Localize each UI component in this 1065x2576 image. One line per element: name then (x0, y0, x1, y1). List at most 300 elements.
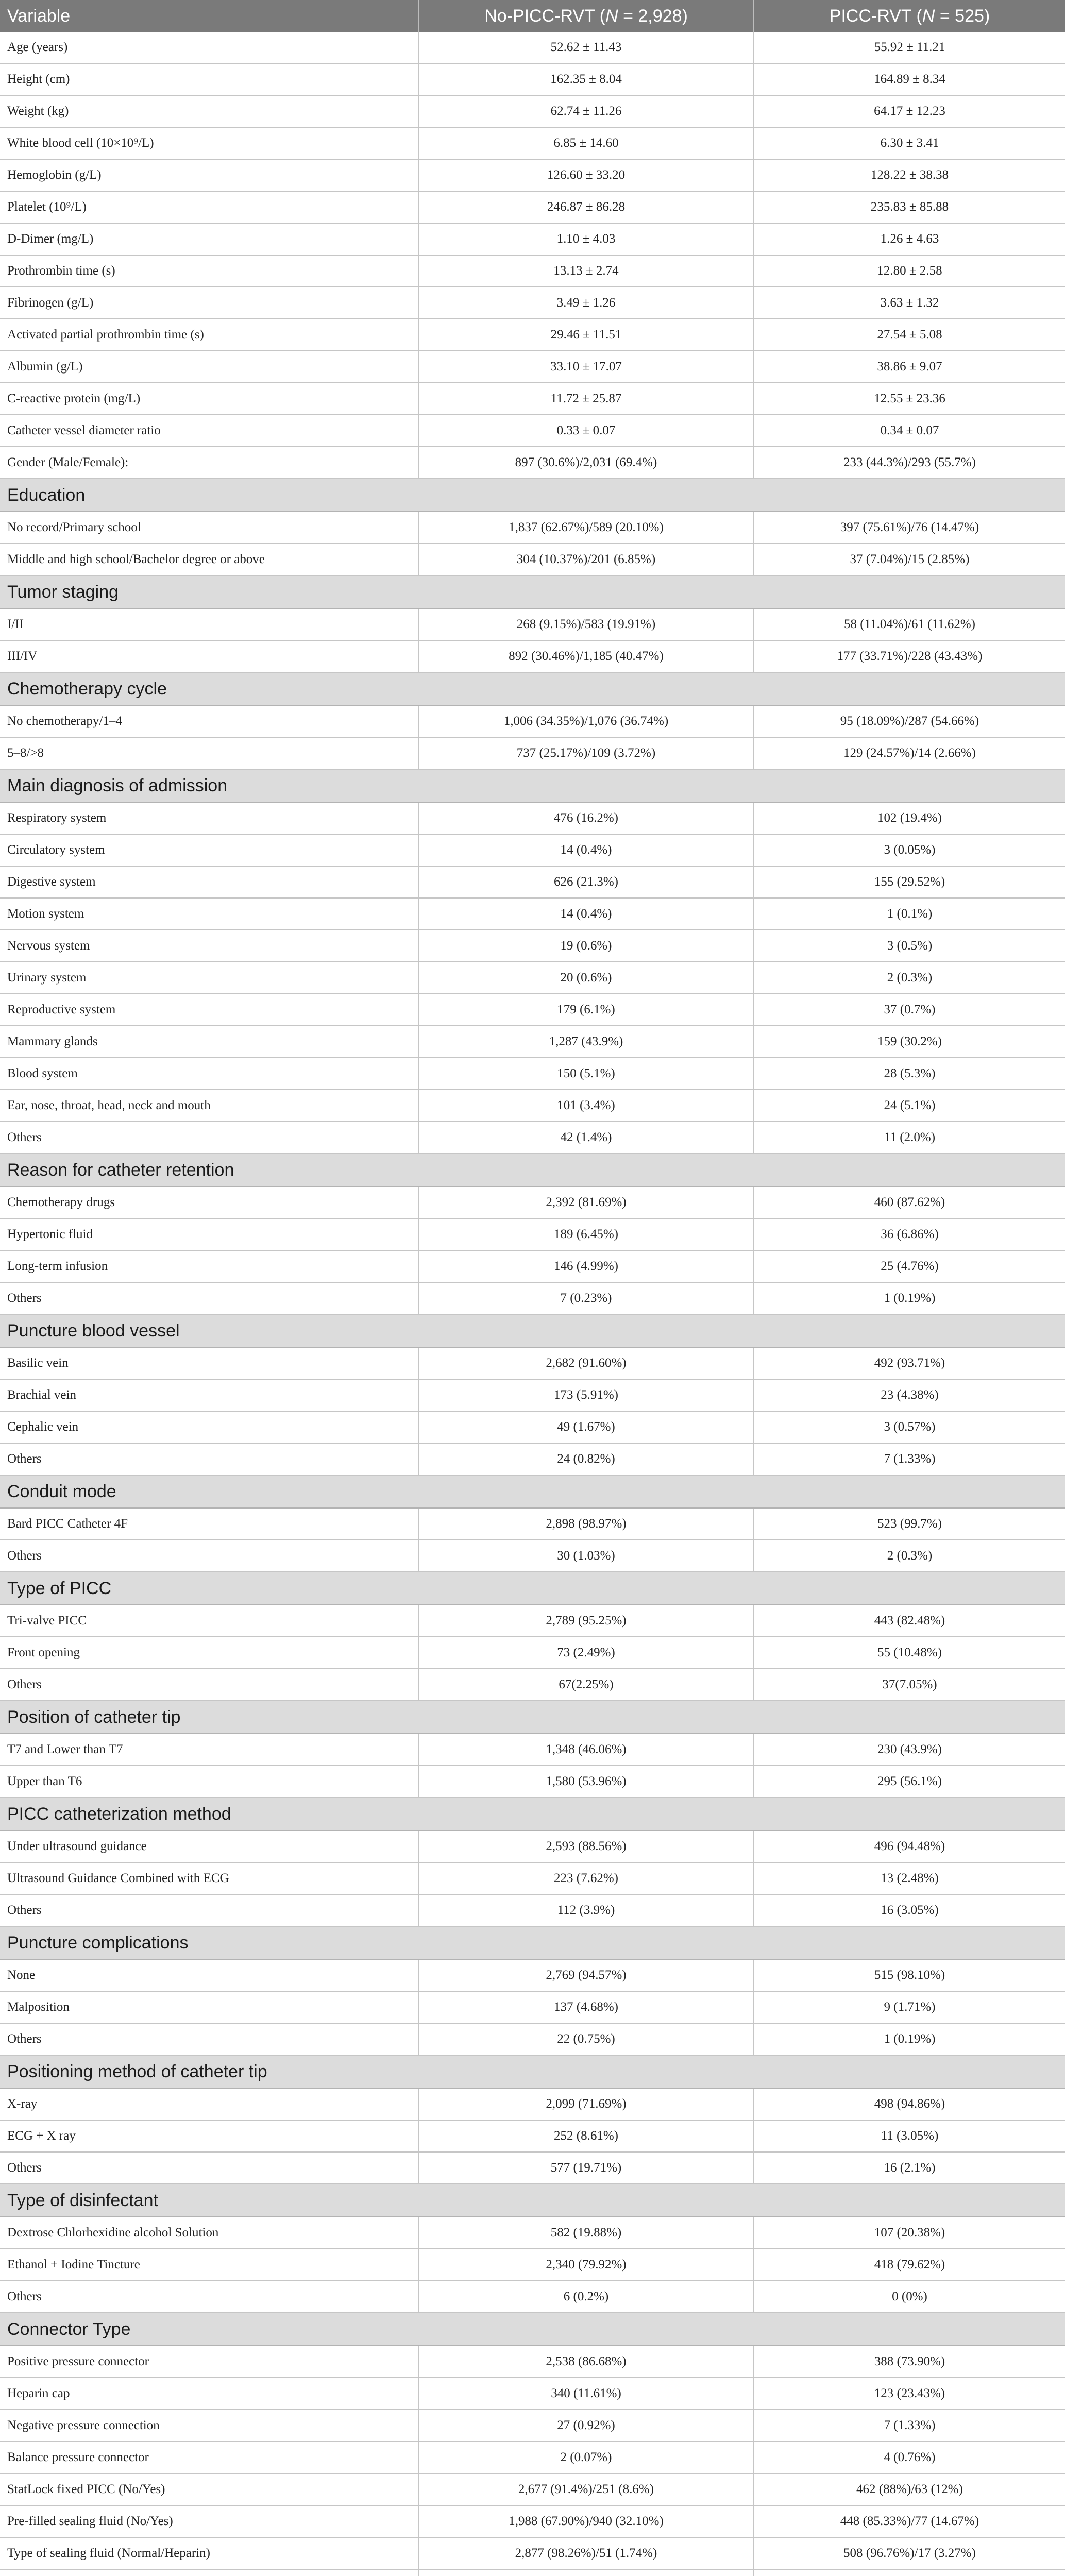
picc-rvt-cell: 230 (43.9%) (754, 1734, 1065, 1766)
no-picc-rvt-cell: 2,682 (91.60%) (418, 1347, 754, 1379)
table-row (0, 2217, 1065, 2249)
table-row (0, 737, 1065, 769)
no-picc-rvt-cell: 29.46 ± 11.51 (418, 319, 754, 351)
picc-rvt-cell: 3.63 ± 1.32 (754, 287, 1065, 319)
picc-rvt-cell: 448 (85.33%)/77 (14.67%) (754, 2505, 1065, 2537)
variable-cell: Others (0, 1669, 418, 1701)
variable-cell: Negative pressure connection (0, 2410, 418, 2442)
no-picc-rvt-cell: 49 (1.67%) (418, 1411, 754, 1443)
variable-cell: White blood cell (10×10⁹/L) (0, 127, 418, 159)
table-row (0, 802, 1065, 834)
no-picc-rvt-cell: 1.10 ± 4.03 (418, 223, 754, 255)
picc-rvt-cell: 38.86 ± 9.07 (754, 351, 1065, 383)
variable-cell: None (0, 1959, 418, 1991)
table-row (0, 127, 1065, 159)
picc-rvt-cell: 37 (7.04%)/15 (2.85%) (754, 544, 1065, 575)
table-row (0, 608, 1065, 640)
table-row (0, 962, 1065, 994)
picc-rvt-cell: 3 (0.57%) (754, 1411, 1065, 1443)
no-picc-rvt-cell: 1,287 (43.9%) (418, 1026, 754, 1058)
section-header (0, 1314, 1065, 1347)
variable-cell: Cephalic vein (0, 1411, 418, 1443)
table-row (0, 95, 1065, 127)
variable-cell: Under ultrasound guidance (0, 1831, 418, 1862)
no-picc-rvt-cell: 268 (9.15%)/583 (19.91%) (418, 608, 754, 640)
section-header (0, 2055, 1065, 2088)
table-row (0, 447, 1065, 479)
no-picc-rvt-cell: 892 (30.46%)/1,185 (40.47%) (418, 640, 754, 672)
no-picc-rvt-cell: 27 (0.92%) (418, 2410, 754, 2442)
no-picc-rvt-cell: 737 (25.17%)/109 (3.72%) (418, 737, 754, 769)
variable-cell: Others (0, 1894, 418, 1926)
header-picc-rvt-prefix: PICC-RVT ( (829, 6, 922, 26)
picc-rvt-cell: 523 (99.7%) (754, 1508, 1065, 1540)
no-picc-rvt-cell: 304 (10.37%)/201 (6.85%) (418, 544, 754, 575)
picc-rvt-cell: 397 (75.61%)/76 (14.47%) (754, 512, 1065, 544)
picc-rvt-cell: 7 (1.33%) (754, 1443, 1065, 1475)
variable-cell: Upper than T6 (0, 1766, 418, 1798)
table-row (0, 2281, 1065, 2313)
header-no-picc-rvt (418, 0, 754, 32)
table-row (0, 2473, 1065, 2505)
picc-rvt-cell: 177 (33.71%)/228 (43.43%) (754, 640, 1065, 672)
picc-rvt-cell: 107 (20.38%) (754, 2217, 1065, 2249)
variable-cell: No record/Primary school (0, 512, 418, 544)
no-picc-rvt-cell: 52.62 ± 11.43 (418, 32, 754, 63)
table-row (0, 1605, 1065, 1637)
table-row (0, 2023, 1065, 2055)
no-picc-rvt-cell: 223 (7.62%) (418, 1862, 754, 1894)
picc-rvt-cell: 16 (3.05%) (754, 1894, 1065, 1926)
no-picc-rvt-cell: 2,898 (98.97%) (418, 1508, 754, 1540)
table-header (0, 0, 1065, 32)
variable-cell: StatLock fixed PICC (No/Yes) (0, 2473, 418, 2505)
table-row (0, 63, 1065, 95)
no-picc-rvt-cell: 2,677 (91.4%)/251 (8.6%) (418, 2473, 754, 2505)
table-row (0, 223, 1065, 255)
table-row (0, 544, 1065, 575)
no-picc-rvt-cell: 2,538 (86.68%) (418, 2346, 754, 2378)
picc-rvt-cell: 13 (2.48%) (754, 1862, 1065, 1894)
no-picc-rvt-cell: 126.60 ± 33.20 (418, 159, 754, 191)
variable-cell: No chemotherapy/1–4 (0, 705, 418, 737)
variable-cell: C-reactive protein (mg/L) (0, 383, 418, 415)
variable-cell: Others (0, 1122, 418, 1154)
picc-rvt-cell: 443 (82.48%) (754, 1605, 1065, 1637)
table-row (0, 1090, 1065, 1122)
picc-rvt-cell: 388 (73.90%) (754, 2346, 1065, 2378)
picc-rvt-cell: 16 (2.1%) (754, 2152, 1065, 2184)
picc-rvt-cell: 9 (1.71%) (754, 1991, 1065, 2023)
variable-cell: Pre-filled sealing fluid (No/Yes) (0, 2505, 418, 2537)
picc-rvt-cell: 1.26 ± 4.63 (754, 223, 1065, 255)
section-header (0, 1798, 1065, 1831)
table-row (0, 1766, 1065, 1798)
variable-cell: Balance pressure connector (0, 2442, 418, 2473)
no-picc-rvt-cell: 179 (6.1%) (418, 994, 754, 1026)
picc-rvt-cell: 460 (87.62%) (754, 1187, 1065, 1218)
picc-rvt-cell: 12.55 ± 23.36 (754, 383, 1065, 415)
table-row (0, 1959, 1065, 1991)
picc-rvt-cell: 496 (94.48%) (754, 1831, 1065, 1862)
no-picc-rvt-cell: 476 (16.2%) (418, 802, 754, 834)
variable-cell: Tri-valve PICC (0, 1605, 418, 1637)
variable-cell: Platelet (10⁹/L) (0, 191, 418, 223)
no-picc-rvt-cell: 626 (21.3%) (418, 866, 754, 898)
section-header (0, 672, 1065, 705)
table-row (0, 1734, 1065, 1766)
variable-cell: Brachial vein (0, 1379, 418, 1411)
no-picc-rvt-cell: 577 (19.71%) (418, 2152, 754, 2184)
table-row (0, 383, 1065, 415)
table-row (0, 2346, 1065, 2378)
no-picc-rvt-cell: 7 (0.23%) (418, 1282, 754, 1314)
section-title: PICC catheterization method (0, 1798, 1065, 1831)
no-picc-rvt-cell: 2,789 (95.25%) (418, 1605, 754, 1637)
picc-rvt-cell: 11 (2.0%) (754, 1122, 1065, 1154)
variable-cell: Others (0, 1443, 418, 1475)
section-header (0, 479, 1065, 512)
table-row (0, 287, 1065, 319)
no-picc-rvt-cell: 340 (11.61%) (418, 2378, 754, 2410)
table-row (0, 1443, 1065, 1475)
picc-rvt-cell: 128.22 ± 38.38 (754, 159, 1065, 191)
picc-rvt-cell: 3 (0.05%) (754, 834, 1065, 866)
picc-rvt-cell: 95 (18.09%)/287 (54.66%) (754, 705, 1065, 737)
section-header (0, 575, 1065, 608)
no-picc-rvt-cell: 1,837 (62.67%)/589 (20.10%) (418, 512, 754, 544)
picc-rvt-cell: 12.80 ± 2.58 (754, 255, 1065, 287)
picc-rvt-cell: 123 (23.43%) (754, 2378, 1065, 2410)
picc-rvt-cell: 508 (96.76%)/17 (3.27%) (754, 2537, 1065, 2569)
section-header (0, 2313, 1065, 2346)
no-picc-rvt-cell: 1,988 (67.90%)/940 (32.10%) (418, 2505, 754, 2537)
variable-cell: Long-term infusion (0, 1250, 418, 1282)
variable-cell: Middle and high school/Bachelor degree or above (0, 544, 418, 575)
variable-cell: Catheter vessel diameter ratio (0, 415, 418, 447)
table-row (0, 2410, 1065, 2442)
no-picc-rvt-cell: 1,580 (53.96%) (418, 1766, 754, 1798)
picc-rvt-cell: 37(7.05%) (754, 1669, 1065, 1701)
no-picc-rvt-cell: 20 (0.6%) (418, 962, 754, 994)
table-row (0, 1187, 1065, 1218)
variable-cell: Prothrombin time (s) (0, 255, 418, 287)
table-row (0, 159, 1065, 191)
variable-cell: Others (0, 2152, 418, 2184)
picc-rvt-cell: 0.34 ± 0.07 (754, 415, 1065, 447)
picc-rvt-cell: 1 (0.1%) (754, 898, 1065, 930)
section-title: Connector Type (0, 2313, 1065, 2346)
variable-cell: Activated partial prothrombin time (s) (0, 319, 418, 351)
section-title: Puncture blood vessel (0, 1314, 1065, 1347)
variable-cell: Hemoglobin (g/L) (0, 159, 418, 191)
section-title: Positioning method of catheter tip (0, 2055, 1065, 2088)
section-title: Puncture complications (0, 1926, 1065, 1959)
section-title: Main diagnosis of admission (0, 769, 1065, 802)
no-picc-rvt-cell: 2,392 (81.69%) (418, 1187, 754, 1218)
picc-rvt-cell: 7 (1.33%) (754, 2410, 1065, 2442)
picc-rvt-cell: 6.30 ± 3.41 (754, 127, 1065, 159)
no-picc-rvt-cell: 30 (1.03%) (418, 1540, 754, 1572)
no-picc-rvt-cell: 101 (3.4%) (418, 1090, 754, 1122)
no-picc-rvt-cell (418, 2569, 754, 2576)
variable-cell: Ultrasound Guidance Combined with ECG (0, 1862, 418, 1894)
picc-rvt-cell (754, 2569, 1065, 2576)
no-picc-rvt-cell: 14 (0.4%) (418, 898, 754, 930)
variable-cell: Ethanol + Iodine Tincture (0, 2249, 418, 2281)
no-picc-rvt-cell: 1,348 (46.06%) (418, 1734, 754, 1766)
section-title: Reason for catheter retention (0, 1154, 1065, 1187)
picc-rvt-cell: 2 (0.3%) (754, 962, 1065, 994)
table-row (0, 2442, 1065, 2473)
no-picc-rvt-cell: 3.49 ± 1.26 (418, 287, 754, 319)
picc-rvt-cell: 1 (0.19%) (754, 1282, 1065, 1314)
no-picc-rvt-cell: 2,769 (94.57%) (418, 1959, 754, 1991)
picc-rvt-cell: 55 (10.48%) (754, 1637, 1065, 1669)
picc-rvt-cell: 159 (30.2%) (754, 1026, 1065, 1058)
variable-cell: Others (0, 2023, 418, 2055)
picc-rvt-cell: 0 (0%) (754, 2281, 1065, 2313)
table-row (0, 1862, 1065, 1894)
variable-cell: Basilic vein (0, 1347, 418, 1379)
table-row (0, 1058, 1065, 1090)
variable-cell: Others (0, 1282, 418, 1314)
table-row (0, 705, 1065, 737)
variable-cell: D-Dimer (mg/L) (0, 223, 418, 255)
table-row (0, 640, 1065, 672)
variable-cell: Fibrinogen (g/L) (0, 287, 418, 319)
header-no-picc-rvt-prefix: No-PICC-RVT ( (484, 6, 606, 26)
variable-cell: Chemotherapy drugs (0, 1187, 418, 1218)
variable-cell: Height (cm) (0, 63, 418, 95)
table-row (0, 866, 1065, 898)
section-title: Type of disinfectant (0, 2184, 1065, 2217)
no-picc-rvt-cell: 2,877 (98.26%)/51 (1.74%) (418, 2537, 754, 2569)
no-picc-rvt-cell: 2 (0.07%) (418, 2442, 754, 2473)
header-picc-rvt-suffix: = 525) (935, 6, 990, 26)
table-row (0, 1026, 1065, 1058)
picc-rvt-cell: 155 (29.52%) (754, 866, 1065, 898)
table-row (0, 930, 1065, 962)
no-picc-rvt-cell: 42 (1.4%) (418, 1122, 754, 1154)
table-body (0, 32, 1065, 2576)
section-title: Position of catheter tip (0, 1701, 1065, 1734)
table-row (0, 2120, 1065, 2152)
no-picc-rvt-cell: 13.13 ± 2.74 (418, 255, 754, 287)
variable-cell: Dextrose Chlorhexidine alcohol Solution (0, 2217, 418, 2249)
table-row (0, 1991, 1065, 2023)
variable-cell: Heparin cap (0, 2378, 418, 2410)
no-picc-rvt-cell: 173 (5.91%) (418, 1379, 754, 1411)
picc-rvt-cell: 36 (6.86%) (754, 1218, 1065, 1250)
variable-cell: Hypertonic fluid (0, 1218, 418, 1250)
table-row (0, 351, 1065, 383)
variable-cell: 5–8/>8 (0, 737, 418, 769)
variable-cell: Reproductive system (0, 994, 418, 1026)
table-row (0, 1347, 1065, 1379)
variable-cell: Type of sealing fluid (Normal/Heparin) (0, 2537, 418, 2569)
no-picc-rvt-cell: 246.87 ± 86.28 (418, 191, 754, 223)
table-row (0, 255, 1065, 287)
variable-cell (0, 2569, 418, 2576)
variable-cell: Blood system (0, 1058, 418, 1090)
variable-cell: ECG + X ray (0, 2120, 418, 2152)
section-header (0, 1154, 1065, 1187)
picc-rvt-cell: 58 (11.04%)/61 (11.62%) (754, 608, 1065, 640)
picc-rvt-cell: 2 (0.3%) (754, 1540, 1065, 1572)
variable-cell: Others (0, 2281, 418, 2313)
variable-cell: Positive pressure connector (0, 2346, 418, 2378)
variable-cell: Albumin (g/L) (0, 351, 418, 383)
header-picc-rvt-n: N (922, 6, 935, 26)
no-picc-rvt-cell: 67(2.25%) (418, 1669, 754, 1701)
table-row (0, 2537, 1065, 2569)
table-row (0, 1637, 1065, 1669)
variable-cell: Circulatory system (0, 834, 418, 866)
no-picc-rvt-cell: 6 (0.2%) (418, 2281, 754, 2313)
variable-cell: Others (0, 1540, 418, 1572)
table-row (0, 1894, 1065, 1926)
table-row (0, 834, 1065, 866)
picc-rvt-cell: 1 (0.19%) (754, 2023, 1065, 2055)
table-row (0, 994, 1065, 1026)
picc-rvt-cell: 492 (93.71%) (754, 1347, 1065, 1379)
picc-rvt-cell: 498 (94.86%) (754, 2088, 1065, 2120)
table-row (0, 2152, 1065, 2184)
section-header (0, 1475, 1065, 1508)
picc-rvt-cell: 55.92 ± 11.21 (754, 32, 1065, 63)
no-picc-rvt-cell: 22 (0.75%) (418, 2023, 754, 2055)
no-picc-rvt-cell: 73 (2.49%) (418, 1637, 754, 1669)
variable-cell: T7 and Lower than T7 (0, 1734, 418, 1766)
header-no-picc-rvt-n: N (605, 6, 618, 26)
variable-cell: Malposition (0, 1991, 418, 2023)
table-row (0, 2378, 1065, 2410)
no-picc-rvt-cell: 1,006 (34.35%)/1,076 (36.74%) (418, 705, 754, 737)
no-picc-rvt-cell: 2,593 (88.56%) (418, 1831, 754, 1862)
picc-rvt-cell: 418 (79.62%) (754, 2249, 1065, 2281)
no-picc-rvt-cell: 14 (0.4%) (418, 834, 754, 866)
no-picc-rvt-cell: 24 (0.82%) (418, 1443, 754, 1475)
table-row (0, 1831, 1065, 1862)
table-row (0, 1122, 1065, 1154)
table-row (0, 32, 1065, 63)
variable-cell: Nervous system (0, 930, 418, 962)
picc-rvt-cell: 23 (4.38%) (754, 1379, 1065, 1411)
picc-rvt-cell: 27.54 ± 5.08 (754, 319, 1065, 351)
picc-rvt-cell: 37 (0.7%) (754, 994, 1065, 1026)
table-row (0, 1282, 1065, 1314)
table-row (0, 1411, 1065, 1443)
section-header (0, 769, 1065, 802)
variable-cell: Motion system (0, 898, 418, 930)
picc-rvt-cell: 462 (88%)/63 (12%) (754, 2473, 1065, 2505)
table-row (0, 2505, 1065, 2537)
no-picc-rvt-cell: 137 (4.68%) (418, 1991, 754, 2023)
variable-cell: Age (years) (0, 32, 418, 63)
variable-cell: Mammary glands (0, 1026, 418, 1058)
variable-cell: X-ray (0, 2088, 418, 2120)
table-row (0, 1540, 1065, 1572)
header-no-picc-rvt-suffix: = 2,928) (618, 6, 688, 26)
picc-rvt-cell: 4 (0.76%) (754, 2442, 1065, 2473)
variable-cell: Bard PICC Catheter 4F (0, 1508, 418, 1540)
variable-cell: Gender (Male/Female): (0, 447, 418, 479)
no-picc-rvt-cell: 33.10 ± 17.07 (418, 351, 754, 383)
section-title: Education (0, 479, 1065, 512)
picc-rvt-cell: 28 (5.3%) (754, 1058, 1065, 1090)
no-picc-rvt-cell: 897 (30.6%)/2,031 (69.4%) (418, 447, 754, 479)
no-picc-rvt-cell: 582 (19.88%) (418, 2217, 754, 2249)
picc-rvt-cell: 3 (0.5%) (754, 930, 1065, 962)
picc-rvt-cell: 295 (56.1%) (754, 1766, 1065, 1798)
table-row (0, 2249, 1065, 2281)
variable-cell: Weight (kg) (0, 95, 418, 127)
variable-cell: I/II (0, 608, 418, 640)
section-header (0, 1701, 1065, 1734)
no-picc-rvt-cell: 150 (5.1%) (418, 1058, 754, 1090)
table-row (0, 898, 1065, 930)
section-title: Tumor staging (0, 575, 1065, 608)
table-row (0, 1669, 1065, 1701)
section-header (0, 1926, 1065, 1959)
no-picc-rvt-cell: 62.74 ± 11.26 (418, 95, 754, 127)
section-header (0, 1572, 1065, 1605)
variable-cell: Front opening (0, 1637, 418, 1669)
picc-rvt-cell: 64.17 ± 12.23 (754, 95, 1065, 127)
header-variable: Variable (0, 0, 418, 32)
variable-cell: Respiratory system (0, 802, 418, 834)
table-row (0, 191, 1065, 223)
table-row (0, 512, 1065, 544)
section-header (0, 2184, 1065, 2217)
picc-rvt-cell: 11 (3.05%) (754, 2120, 1065, 2152)
picc-rvt-cell: 25 (4.76%) (754, 1250, 1065, 1282)
no-picc-rvt-cell: 11.72 ± 25.87 (418, 383, 754, 415)
picc-rvt-cell: 235.83 ± 85.88 (754, 191, 1065, 223)
no-picc-rvt-cell: 6.85 ± 14.60 (418, 127, 754, 159)
no-picc-rvt-cell: 146 (4.99%) (418, 1250, 754, 1282)
picc-rvt-cell: 102 (19.4%) (754, 802, 1065, 834)
variable-cell: Urinary system (0, 962, 418, 994)
variable-cell: Ear, nose, throat, head, neck and mouth (0, 1090, 418, 1122)
table-row (0, 319, 1065, 351)
picc-rvt-cell: 515 (98.10%) (754, 1959, 1065, 1991)
picc-rvt-cell: 129 (24.57%)/14 (2.66%) (754, 737, 1065, 769)
no-picc-rvt-cell: 0.33 ± 0.07 (418, 415, 754, 447)
no-picc-rvt-cell: 189 (6.45%) (418, 1218, 754, 1250)
section-title: Type of PICC (0, 1572, 1065, 1605)
picc-rvt-cell: 24 (5.1%) (754, 1090, 1065, 1122)
table-row (0, 2088, 1065, 2120)
table-row (0, 1508, 1065, 1540)
no-picc-rvt-cell: 2,099 (71.69%) (418, 2088, 754, 2120)
table-row (0, 1379, 1065, 1411)
section-title: Chemotherapy cycle (0, 672, 1065, 705)
table-row (0, 2569, 1065, 2576)
picc-rvt-cell: 164.89 ± 8.34 (754, 63, 1065, 95)
picc-rvt-cell: 233 (44.3%)/293 (55.7%) (754, 447, 1065, 479)
no-picc-rvt-cell: 162.35 ± 8.04 (418, 63, 754, 95)
no-picc-rvt-cell: 19 (0.6%) (418, 930, 754, 962)
variable-cell: III/IV (0, 640, 418, 672)
table-row (0, 1218, 1065, 1250)
no-picc-rvt-cell: 2,340 (79.92%) (418, 2249, 754, 2281)
table-row (0, 1250, 1065, 1282)
section-title: Conduit mode (0, 1475, 1065, 1508)
no-picc-rvt-cell: 112 (3.9%) (418, 1894, 754, 1926)
no-picc-rvt-cell: 252 (8.61%) (418, 2120, 754, 2152)
